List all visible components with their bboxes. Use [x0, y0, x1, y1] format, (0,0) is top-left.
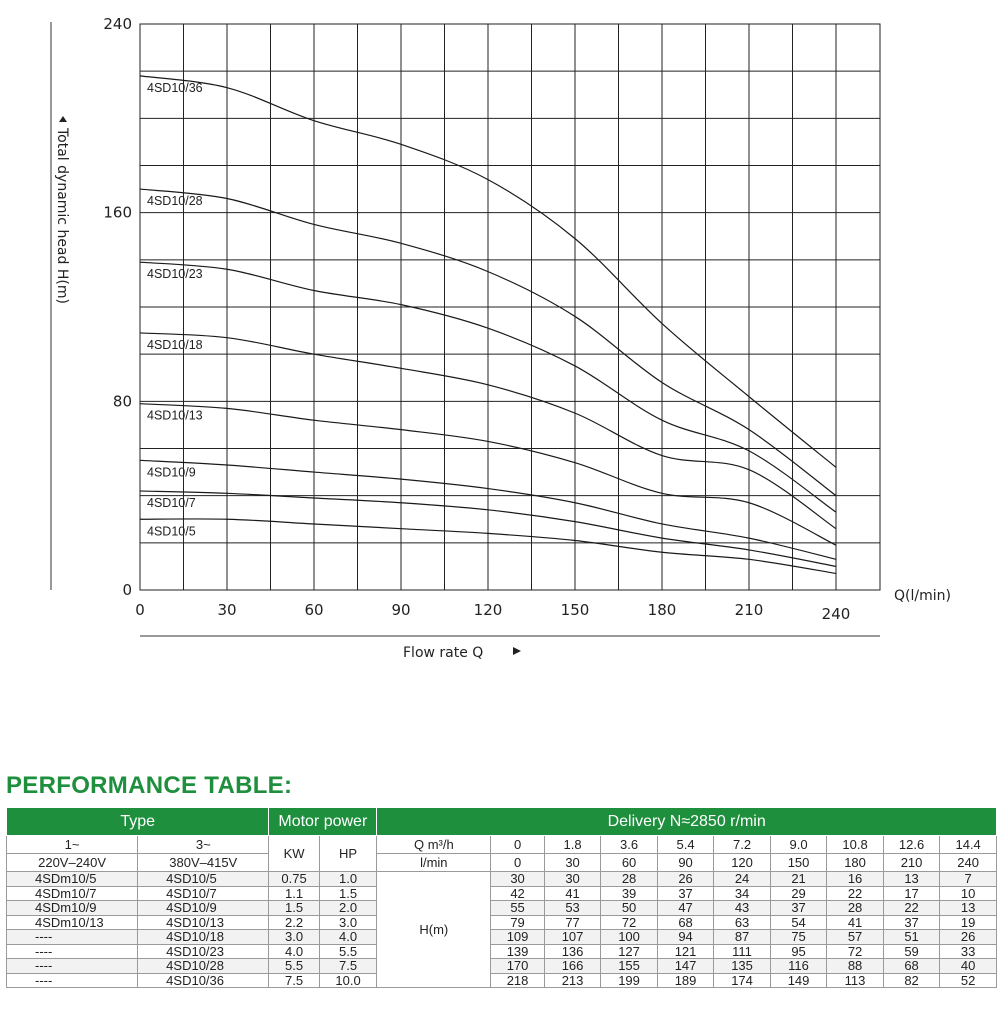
series-label: 4SD10/36	[147, 80, 203, 95]
head-value: 174	[714, 973, 771, 988]
head-value: 42	[491, 886, 544, 901]
lmin-unit: l/min	[377, 854, 491, 872]
x-tick-label: 60	[304, 601, 324, 619]
head-label: H(m)	[377, 872, 491, 988]
lmin-value: 120	[714, 854, 771, 872]
up-arrow-icon	[59, 116, 67, 122]
head-value: 16	[827, 872, 884, 887]
single-phase-model: 4SDm10/13	[7, 915, 138, 930]
three-phase-label: 3~	[138, 836, 269, 854]
x-tick-label: 120	[473, 601, 503, 619]
header-motor-power: Motor power	[269, 808, 377, 836]
head-value: 43	[714, 901, 771, 916]
head-value: 21	[770, 872, 827, 887]
head-value: 109	[491, 930, 544, 945]
head-value: 87	[714, 930, 771, 945]
head-value: 30	[491, 872, 544, 887]
head-value: 41	[544, 886, 601, 901]
kw-value: 5.5	[269, 959, 319, 974]
performance-table-title: PERFORMANCE TABLE:	[6, 772, 293, 799]
head-value: 47	[657, 901, 714, 916]
head-value: 170	[491, 959, 544, 974]
y-tick-label: 160	[103, 203, 132, 222]
single-phase-model: ----	[7, 959, 138, 974]
head-value: 218	[491, 973, 544, 988]
three-phase-model: 4SD10/36	[138, 973, 269, 988]
head-value: 40	[940, 959, 997, 974]
head-value: 22	[883, 901, 940, 916]
x-tick-label: 180	[647, 601, 677, 619]
head-value: 147	[657, 959, 714, 974]
m3h-value: 3.6	[601, 836, 658, 854]
kw-value: 2.2	[269, 915, 319, 930]
lmin-value: 90	[657, 854, 714, 872]
m3h-value: 10.8	[827, 836, 884, 854]
kw-value: 4.0	[269, 944, 319, 959]
head-value: 79	[491, 915, 544, 930]
head-value: 34	[714, 886, 771, 901]
series-label: 4SD10/23	[147, 267, 203, 282]
head-value: 54	[770, 915, 827, 930]
head-value: 68	[883, 959, 940, 974]
head-value: 94	[657, 930, 714, 945]
single-phase-model: 4SDm10/7	[7, 886, 138, 901]
x-tick-label: 0	[135, 601, 145, 619]
x-axis-unit-label: Q(l/min)	[894, 588, 951, 604]
x-tick-label: 210	[734, 601, 764, 619]
table-row	[7, 944, 997, 959]
head-value: 22	[827, 886, 884, 901]
performance-table	[6, 807, 997, 988]
kw-value: 0.75	[269, 872, 319, 887]
head-value: 95	[770, 944, 827, 959]
y-axis-title: Total dynamic head H(m)	[54, 128, 70, 304]
kw-value: 1.1	[269, 886, 319, 901]
head-value: 57	[827, 930, 884, 945]
lmin-value: 180	[827, 854, 884, 872]
head-value: 29	[770, 886, 827, 901]
head-value: 100	[601, 930, 658, 945]
three-phase-model: 4SD10/7	[138, 886, 269, 901]
lmin-value: 60	[601, 854, 658, 872]
head-value: 72	[827, 944, 884, 959]
y-tick-label: 0	[122, 581, 132, 599]
q-symbol: Q	[413, 837, 425, 852]
lmin-value: 0	[491, 854, 544, 872]
y-tick-label: 80	[112, 392, 132, 411]
x-tick-label: 240	[821, 605, 851, 623]
head-value: 127	[601, 944, 658, 959]
lmin-value: 30	[544, 854, 601, 872]
x-axis-title: Flow rate Q	[403, 645, 484, 661]
head-value: 139	[491, 944, 544, 959]
m3h-value: 5.4	[657, 836, 714, 854]
table-row	[7, 959, 997, 974]
head-value: 53	[544, 901, 601, 916]
single-phase-voltage: 220V–240V	[7, 854, 138, 872]
head-value: 28	[601, 872, 658, 887]
hp-value: 2.0	[319, 901, 377, 916]
head-value: 155	[601, 959, 658, 974]
series-label: 4SD10/5	[147, 524, 196, 539]
m3h-value: 14.4	[940, 836, 997, 854]
table-subheader-row-1	[7, 836, 997, 854]
series-label: 4SD10/28	[147, 194, 203, 209]
single-phase-model: ----	[7, 944, 138, 959]
three-phase-model: 4SD10/5	[138, 872, 269, 887]
head-value: 116	[770, 959, 827, 974]
table-row	[7, 901, 997, 916]
head-value: 51	[883, 930, 940, 945]
head-value: 77	[544, 915, 601, 930]
lmin-value: 150	[770, 854, 827, 872]
head-value: 166	[544, 959, 601, 974]
kw-value: 1.5	[269, 901, 319, 916]
three-phase-model: 4SD10/18	[138, 930, 269, 945]
kw-value: 3.0	[269, 930, 319, 945]
head-value: 111	[714, 944, 771, 959]
head-value: 33	[940, 944, 997, 959]
head-value: 189	[657, 973, 714, 988]
head-value: 68	[657, 915, 714, 930]
m3h-value: 9.0	[770, 836, 827, 854]
table-row	[7, 886, 997, 901]
x-tick-label: 30	[217, 601, 237, 619]
lmin-value: 240	[940, 854, 997, 872]
series-label: 4SD10/18	[147, 337, 203, 352]
head-value: 17	[883, 886, 940, 901]
three-phase-voltage: 380V–415V	[138, 854, 269, 872]
head-value: 63	[714, 915, 771, 930]
three-phase-model: 4SD10/28	[138, 959, 269, 974]
m3h-value: 7.2	[714, 836, 771, 854]
head-value: 26	[940, 930, 997, 945]
kw-header: KW	[269, 836, 319, 872]
single-phase-model: 4SDm10/5	[7, 872, 138, 887]
head-value: 199	[601, 973, 658, 988]
head-value: 52	[940, 973, 997, 988]
m3h-unit: m³/h	[427, 837, 454, 852]
single-phase-model: 4SDm10/9	[7, 901, 138, 916]
head-value: 26	[657, 872, 714, 887]
head-value: 39	[601, 886, 658, 901]
series-label: 4SD10/13	[147, 408, 203, 423]
head-value: 7	[940, 872, 997, 887]
lmin-value: 210	[883, 854, 940, 872]
single-phase-model: ----	[7, 973, 138, 988]
head-value: 13	[940, 901, 997, 916]
head-value: 88	[827, 959, 884, 974]
head-value: 59	[883, 944, 940, 959]
head-value: 135	[714, 959, 771, 974]
table-row	[7, 872, 997, 887]
chart-ticks	[103, 15, 850, 623]
head-value: 149	[770, 973, 827, 988]
head-value: 75	[770, 930, 827, 945]
head-value: 82	[883, 973, 940, 988]
head-value: 37	[770, 901, 827, 916]
x-tick-label: 90	[391, 601, 411, 619]
single-phase-label: 1~	[7, 836, 138, 854]
head-value: 37	[657, 886, 714, 901]
head-value: 50	[601, 901, 658, 916]
table-subheader-row-2	[7, 854, 997, 872]
q-m3h-header	[377, 836, 491, 854]
m3h-value: 0	[491, 836, 544, 854]
head-value: 113	[827, 973, 884, 988]
hp-value: 1.5	[319, 886, 377, 901]
right-arrow-icon	[513, 647, 521, 655]
head-value: 213	[544, 973, 601, 988]
hp-value: 5.5	[319, 944, 377, 959]
head-value: 10	[940, 886, 997, 901]
head-value: 72	[601, 915, 658, 930]
series-label: 4SD10/7	[147, 495, 196, 510]
head-value: 136	[544, 944, 601, 959]
hp-value: 10.0	[319, 973, 377, 988]
hp-value: 7.5	[319, 959, 377, 974]
x-tick-label: 150	[560, 601, 590, 619]
table-header-row	[7, 808, 997, 836]
head-value: 24	[714, 872, 771, 887]
head-value: 107	[544, 930, 601, 945]
hp-header: HP	[319, 836, 377, 872]
head-value: 28	[827, 901, 884, 916]
three-phase-model: 4SD10/13	[138, 915, 269, 930]
chart-grid	[140, 24, 880, 590]
table-row	[7, 930, 997, 945]
head-value: 30	[544, 872, 601, 887]
head-value: 13	[883, 872, 940, 887]
chart-curve-labels	[147, 81, 203, 538]
three-phase-model: 4SD10/23	[138, 944, 269, 959]
hp-value: 3.0	[319, 915, 377, 930]
y-tick-label: 240	[103, 15, 132, 33]
header-type: Type	[7, 808, 269, 836]
hp-value: 1.0	[319, 872, 377, 887]
single-phase-model: ----	[7, 930, 138, 945]
three-phase-model: 4SD10/9	[138, 901, 269, 916]
table-row	[7, 973, 997, 988]
head-value: 19	[940, 915, 997, 930]
m3h-value: 1.8	[544, 836, 601, 854]
series-label: 4SD10/9	[147, 465, 196, 480]
head-value: 37	[883, 915, 940, 930]
table-row	[7, 915, 997, 930]
head-value: 121	[657, 944, 714, 959]
kw-value: 7.5	[269, 973, 319, 988]
header-delivery: Delivery N≈2850 r/min	[377, 808, 997, 836]
hp-value: 4.0	[319, 930, 377, 945]
m3h-value: 12.6	[883, 836, 940, 854]
head-value: 55	[491, 901, 544, 916]
head-value: 41	[827, 915, 884, 930]
